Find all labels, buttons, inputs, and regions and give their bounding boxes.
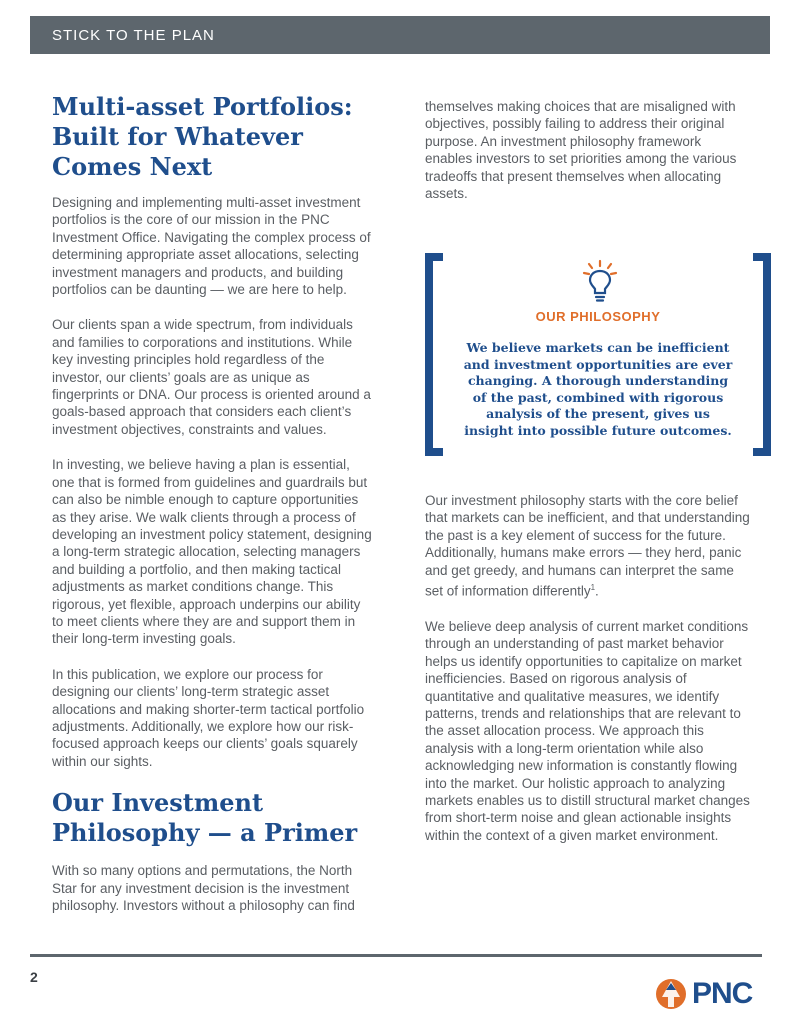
pnc-logo-icon — [654, 977, 688, 1011]
pnc-logo — [654, 974, 764, 1014]
callout-text: We believe markets can be inefficient and investment opportunities are ever changing. A thorough understanding of the past, combined with rigorous analysis of the present, gives us insight into possible future outcomes. — [463, 340, 733, 438]
paragraph: Our investment philosophy starts with the core belief that markets can be inefficient, and that understanding the past is a key element of success for the future. Additionally, humans make errors — they herd, panic and get greedy, and humans can interpret the same set of information differently$^1$. — [425, 493, 750, 599]
left-bracket — [425, 253, 443, 456]
callout-label: OUR PHILOSOPHY — [535, 309, 661, 324]
lightbulb-icon — [582, 259, 618, 303]
left-column — [52, 92, 374, 914]
footnote-marker: 1 — [590, 583, 596, 593]
paragraph: We believe deep analysis of current market conditions through an understanding of past market behavior helps us identify opportunities to capitalize on market inefficiencies. Based on rigorous analysis of quantitative and qualitative measures, we identify patterns, trends and relationships that are relevant to the asset allocation process. We approach this analysis with a long-term orientation while also acknowledging new information is constantly flowing into the market. Our holistic approach to analyzing markets enables us to distill structural market changes from short-term noise and glean actionable insights within the context of a given market environment. — [425, 618, 750, 843]
paragraph: Our clients span a wide spectrum, from individuals and families to corporations and institutions. While key investing principles hold regardless of the investor, our clients’ goals are as unique as fingerprints or DNA. Our process is oriented around a goals-based approach that considers each client’s investment objectives, constraints and values. — [52, 317, 371, 437]
page-number: 2 — [30, 969, 38, 985]
section-header-bar — [30, 16, 770, 54]
right-column-top — [425, 98, 750, 202]
section-heading-philosophy: Our Investment Philosophy — a Primer — [52, 788, 358, 848]
paragraph: Designing and implementing multi-asset investment portfolios is the core of our mission in the PNC Investment Office. Navigating the complex process of determining appropriate asset allocations, selecting investment managers and products, and building portfolios can be daunting — we are here to help. — [52, 195, 371, 298]
philosophy-callout — [425, 253, 771, 456]
paragraph: themselves making choices that are misaligned with objectives, possibly failing to address their original purpose. An investment philosophy framework enables investors to set priorities among the various tradeoffs that present themselves when allocating assets. — [425, 99, 737, 202]
right-bracket — [753, 253, 771, 456]
logo-text: PNC — [692, 977, 753, 1010]
paragraph: In investing, we believe having a plan is essential, one that is formed from guidelines and guardrails but can also be nimble enough to capture opportunities as they arise. We walk clients through a process of developing an investment policy statement, designing a long-term strategic allocation, selecting managers and building a portfolio, and then making tactical adjustments as market conditions change. This rigorous, yet flexible, approach underpins our ability to meet clients where they are and support them in their long-term investing goals. — [52, 457, 372, 647]
right-column-bottom — [425, 492, 750, 844]
section-header-title: STICK TO THE PLAN — [52, 26, 215, 44]
paragraph: In this publication, we explore our process for designing our clients’ long-term strategic asset allocations and making shorter-term tactical portfolio adjustments. Additionally, we explore how our risk-focused approach keeps our clients’ goals squarely within our sights. — [52, 666, 365, 769]
paragraph: With so many options and permutations, the North Star for any investment decision is the investment philosophy. Investors without a philosophy can find — [52, 863, 355, 913]
footer-divider — [30, 954, 762, 957]
section-heading-multi-asset: Multi-asset Portfolios: Built for Whatever Comes Next — [52, 92, 353, 181]
